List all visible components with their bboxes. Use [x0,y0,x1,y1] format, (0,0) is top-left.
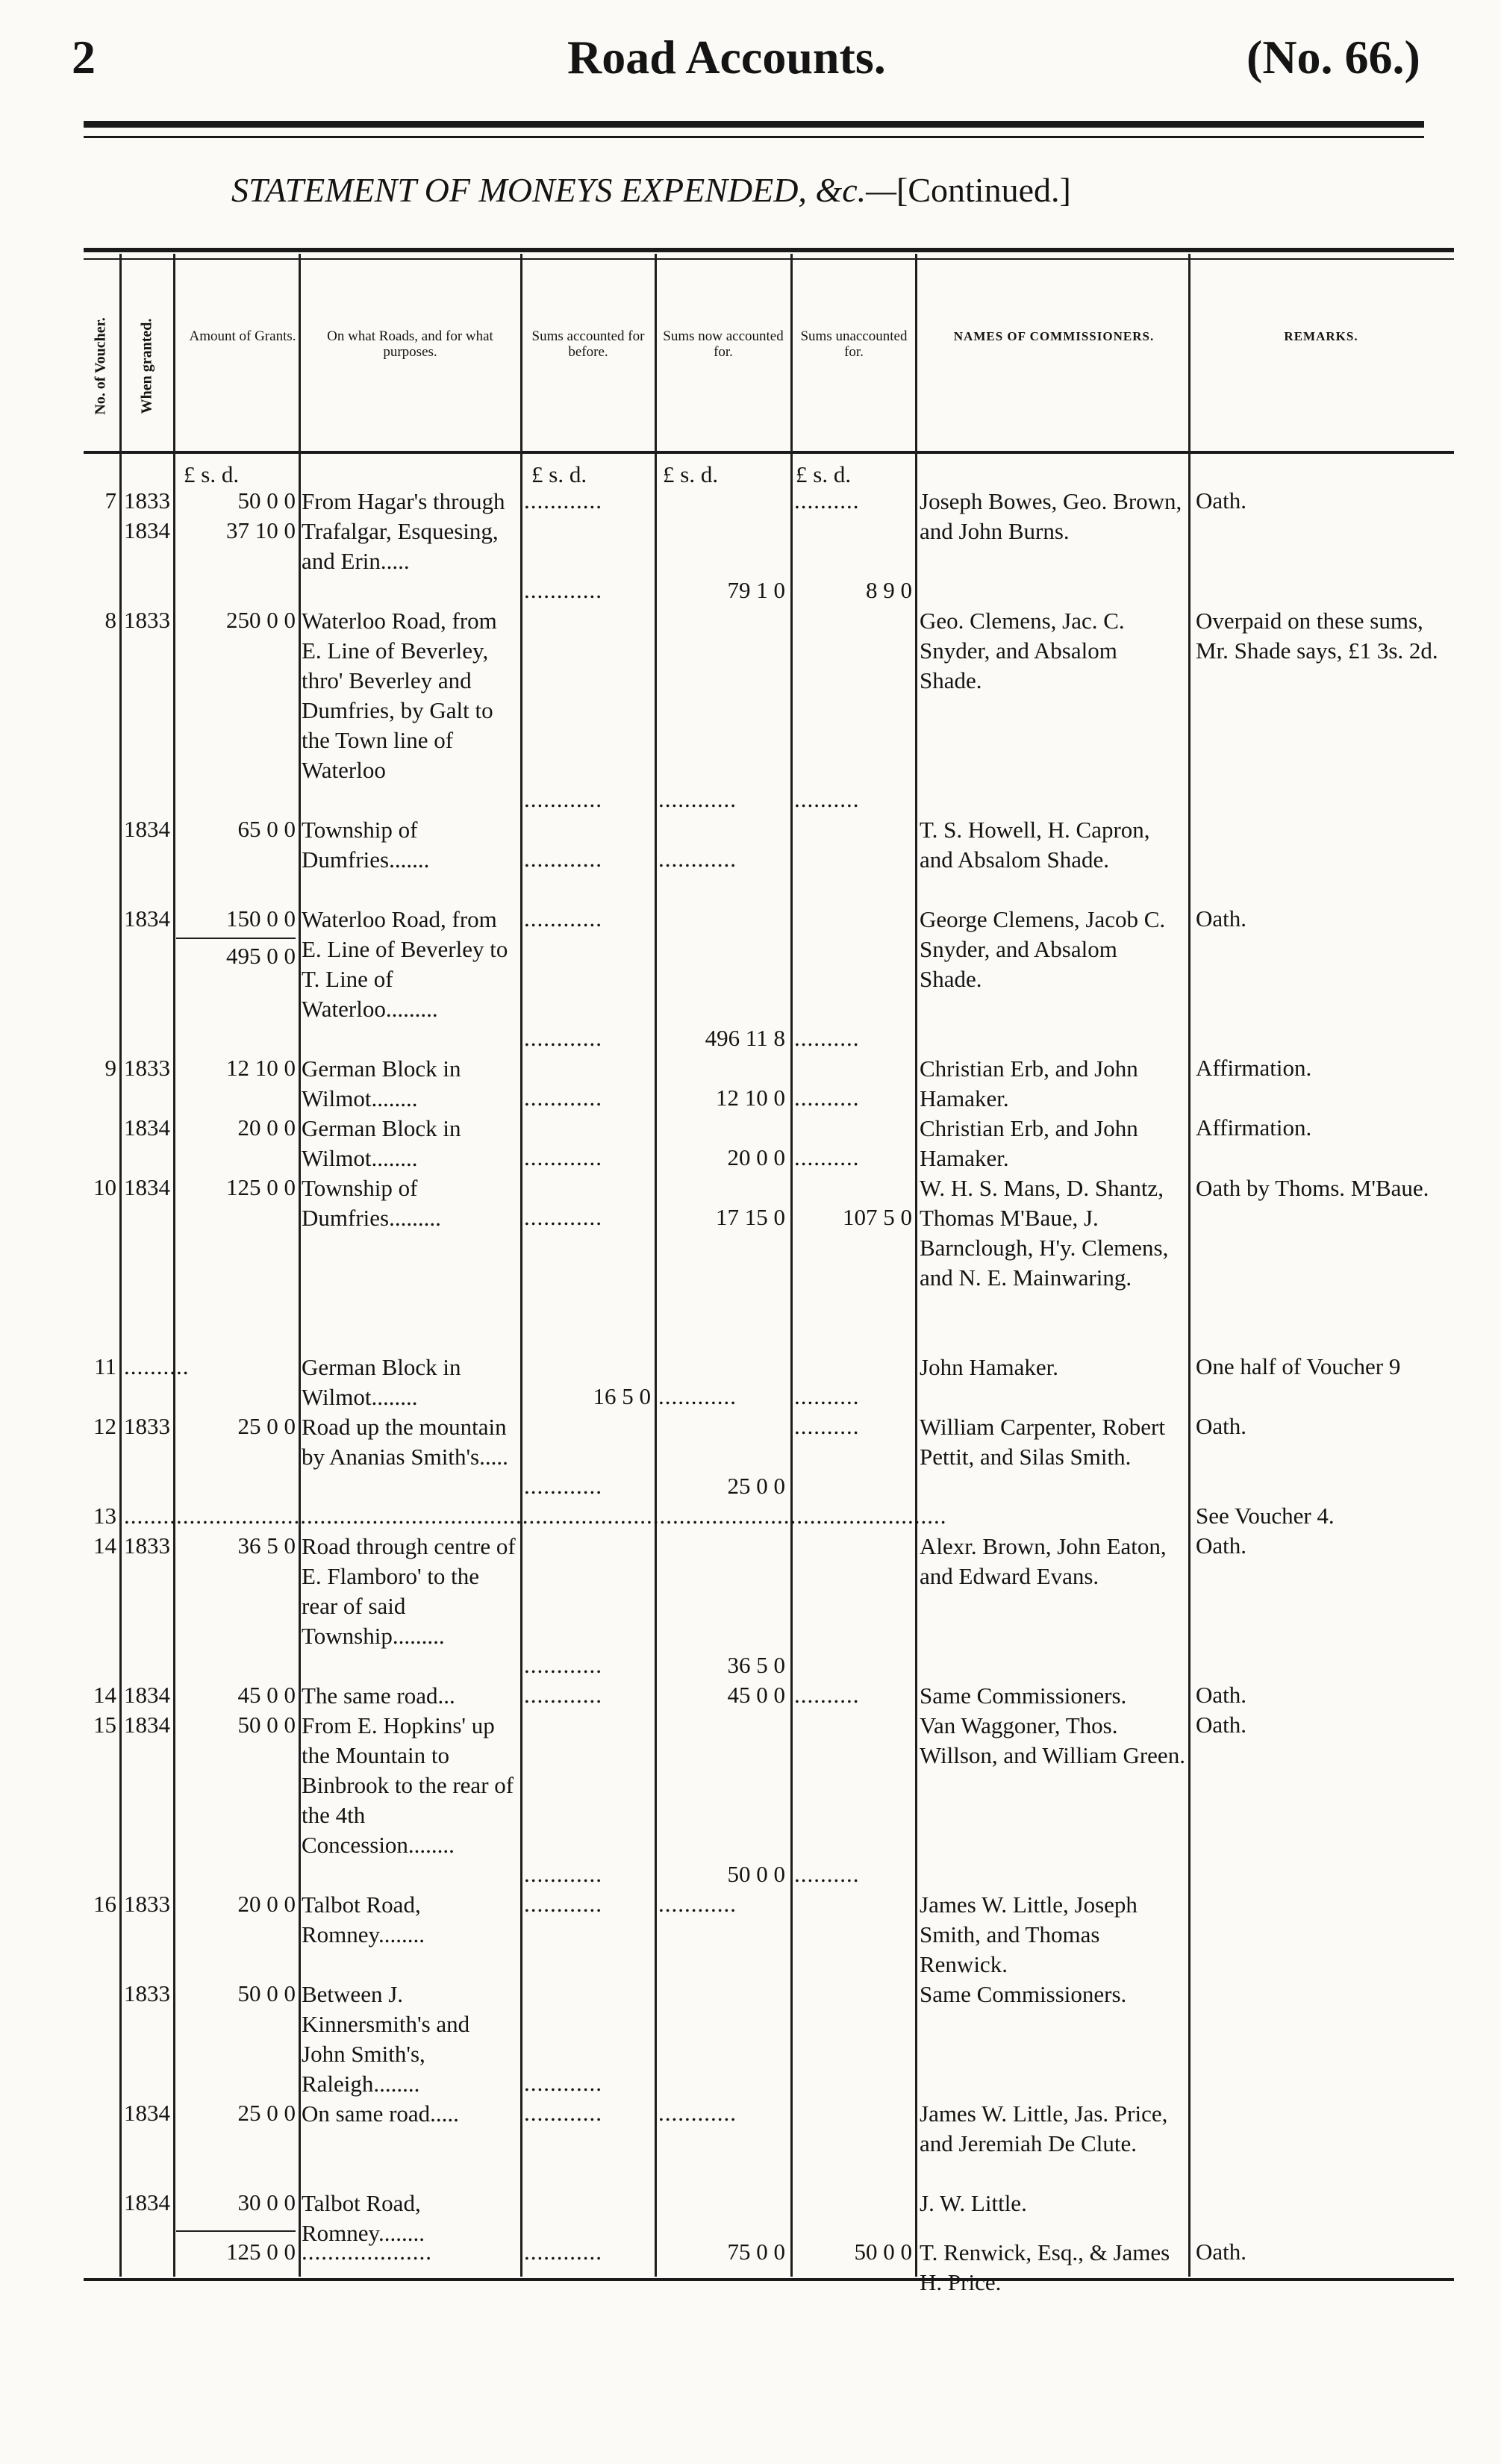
sum-now-accounted: 36 5 0 [727,1652,785,1678]
year-granted: 1834 [124,1174,170,1200]
dotted-leader: ............ [524,1085,602,1111]
sum-now-accounted: 25 0 0 [727,1473,785,1499]
dotted-leader: ............ [524,2100,602,2126]
page-number: 2 [72,31,96,84]
sum-now-accounted: 79 1 0 [727,577,785,603]
unit-amount: £ s. d. [184,461,240,487]
road-description: Road up the mountain by Ananias Smith's..... [302,1414,508,1470]
year-granted: 1834 [124,1712,170,1738]
commissioner-names: Same Commissioners. [920,1682,1127,1709]
dotted-leader: ............ [524,487,602,514]
col-header-before: Sums accounted for before. [531,328,645,360]
grant-amount: 50 0 0 [237,1712,296,1738]
col-header-voucher: No. of Voucher. [92,316,109,415]
dotted-leader: .......... [794,1682,860,1708]
subtotal-rule [176,938,296,939]
dotted-leader: .......... [124,1353,190,1379]
dotted-leader: ............ [524,577,602,603]
dotted-leader: ............ [524,2070,602,2096]
commissioner-names: Alexr. Brown, John Eaton, and Edward Evans. [920,1533,1167,1589]
dotted-leader: ............ [524,905,602,932]
col-divider-4 [520,254,522,2277]
grant-amount: 50 0 0 [237,487,296,514]
dotted-leader: .......... [794,1383,860,1409]
col-header-commissioners: NAMES OF COMMISSIONERS. [953,329,1155,343]
remark: See Voucher 4. [1196,1503,1335,1529]
year-granted: 1833 [124,1532,170,1559]
year-granted: 1834 [124,517,170,543]
voucher-number: 8 [104,607,116,633]
remark: Affirmation. [1196,1055,1312,1081]
remark: Oath. [1196,1532,1247,1559]
dotted-leader: ............ [524,1891,602,1917]
grant-amount: 65 0 0 [237,816,296,842]
grant-amount: 20 0 0 [237,1891,296,1917]
dotted-leader: ............ [524,1144,602,1170]
unit-unaccounted: £ s. d. [796,461,852,487]
sum-now-accounted: 75 0 0 [727,2239,785,2265]
road-description: Talbot Road, Romney........ [302,1891,425,1947]
road-description: Township of Dumfries......... [302,1175,441,1231]
grant-amount: 150 0 0 [226,905,296,932]
commissioner-names: Same Commissioners. [920,1981,1127,2007]
dotted-leader: ............ [524,1204,602,1230]
dotted-leader: ............ [524,846,602,872]
year-granted: 1833 [124,487,170,514]
grant-amount: 20 0 0 [237,1114,296,1141]
dotted-leader: .............................................................................................................................. [124,1503,947,1529]
road-description: The same road... [302,1682,455,1709]
voucher-number: 12 [93,1413,116,1439]
grant-amount-total: 495 0 0 [226,943,296,969]
table-subtitle [231,170,1314,210]
dotted-leader: ............ [524,1025,602,1051]
year-granted: 1833 [124,1891,170,1917]
dotted-leader: ............ [524,1861,602,1887]
road-description: German Block in Wilmot........ [302,1115,461,1171]
year-granted: 1834 [124,2100,170,2126]
commissioner-names: George Clemens, Jacob C. Snyder, and Absalom Shade. [920,906,1166,992]
col-divider-1 [119,254,122,2277]
subtitle-main: STATEMENT OF MONEYS EXPENDED, &c.— [231,171,897,209]
col-header-granted: When granted. [138,318,155,414]
road-description: From E. Hopkins' up the Mountain to Binbrook to the rear of the 4th Concession........ [302,1712,514,1858]
road-description: From Hagar's through Trafalgar, Esquesing, and Erin..... [302,488,505,574]
header-rule-thick [84,121,1424,128]
road-description: Township of Dumfries....... [302,817,430,873]
voucher-number: 11 [94,1353,116,1379]
dotted-leader: ............ [524,786,602,812]
commissioner-names: James W. Little, Jas. Price, and Jeremiah De Clute. [920,2100,1168,2156]
road-description: Waterloo Road, from E. Line of Beverley, thro' Beverley and Dumfries, by Galt to the Town line of Waterloo [302,608,497,783]
table-header-rule [84,451,1454,454]
page-title: Road Accounts. [567,31,886,84]
table-bottom-rule [84,2278,1454,2281]
grant-amount: 125 0 0 [226,1174,296,1200]
col-divider-3 [299,254,301,2277]
sum-now-accounted: 12 10 0 [716,1085,785,1111]
remark: Oath. [1196,1712,1247,1738]
grant-amount: 37 10 0 [226,517,296,543]
commissioner-names: W. H. S. Mans, D. Shantz, Thomas M'Baue, J. Barnclough, H'y. Clemens, and N. E. Mainwaring. [920,1175,1169,1291]
col-divider-6 [790,254,793,2277]
year-granted: 1834 [124,1682,170,1708]
sum-accounted-before: 16 5 0 [593,1383,651,1409]
voucher-number: 14 [93,1682,116,1708]
table-top-rule-thin [84,258,1454,260]
commissioner-names: Christian Erb, and John Hamaker. [920,1115,1138,1171]
remark: Oath. [1196,487,1247,514]
col-divider-8 [1188,254,1190,2277]
commissioner-names: Joseph Bowes, Geo. Brown, and John Burns. [920,488,1182,544]
sum-unaccounted: 50 0 0 [854,2239,912,2265]
dotted-leader: .......... [794,1861,860,1887]
remark: One half of Voucher 9 [1196,1353,1401,1379]
grant-amount: 50 0 0 [237,1980,296,2006]
col-header-unaccounted: Sums unaccounted for. [800,328,908,360]
road-description: Waterloo Road, from E. Line of Beverley to T. Line of Waterloo......... [302,906,508,1022]
dotted-leader: ............ [524,1682,602,1708]
commissioner-names: T. Renwick, Esq., & James H. Price. [920,2239,1170,2295]
dotted-leader: .......... [794,1085,860,1111]
dotted-leader: ............ [658,1383,737,1409]
grant-amount: 36 5 0 [237,1532,296,1559]
dotted-leader: ............ [658,786,737,812]
remark: Oath. [1196,2239,1247,2265]
sum-unaccounted: 8 9 0 [866,577,912,603]
remark: Oath by Thoms. M'Baue. [1196,1175,1429,1201]
col-divider-5 [655,254,657,2277]
dotted-leader: ............ [524,1652,602,1678]
road-description: Talbot Road, Romney........ [302,2190,425,2246]
year-granted: 1834 [124,2189,170,2215]
col-divider-2 [173,254,175,2277]
year-granted: 1833 [124,1413,170,1439]
voucher-number: 10 [93,1174,116,1200]
header-rule-thin [84,136,1424,138]
unit-before: £ s. d. [531,461,587,487]
remark: Oath. [1196,1682,1247,1708]
year-granted: 1833 [124,1980,170,2006]
grant-amount: 25 0 0 [237,1413,296,1439]
grant-amount: 25 0 0 [237,2100,296,2126]
col-header-remarks: REMARKS. [1284,329,1358,343]
col-header-now: Sums now accounted for. [663,328,784,360]
commissioner-names: Geo. Clemens, Jac. C. Snyder, and Absalom Shade. [920,608,1125,693]
road-description: Road through centre of E. Flamboro' to the rear of said Township......... [302,1533,516,1649]
commissioner-names: T. S. Howell, H. Capron, and Absalom Shade. [920,817,1150,873]
remark: Affirmation. [1196,1114,1312,1141]
col-divider-7 [915,254,917,2277]
col-header-roads: On what Roads, and for what purposes. [327,328,493,360]
commissioner-names: Van Waggoner, Thos. Willson, and William Green. [920,1712,1185,1768]
sum-now-accounted: 50 0 0 [727,1861,785,1887]
road-description: German Block in Wilmot........ [302,1055,461,1111]
sum-now-accounted: 45 0 0 [727,1682,785,1708]
voucher-number: 14 [93,1532,116,1559]
dotted-leader: ............ [658,846,737,872]
grant-amount: 30 0 0 [237,2189,296,2215]
commissioner-names: William Carpenter, Robert Pettit, and Silas Smith. [920,1414,1165,1470]
year-granted: 1834 [124,1114,170,1141]
dotted-leader: .......... [794,786,860,812]
commissioner-names: Christian Erb, and John Hamaker. [920,1055,1138,1111]
voucher-number: 15 [93,1712,116,1738]
dotted-leader: ............ [524,2239,602,2265]
dotted-leader: .................... [302,2239,432,2265]
commissioner-names: John Hamaker. [920,1354,1058,1380]
commissioner-names: James W. Little, Joseph Smith, and Thomas Renwick. [920,1891,1138,1977]
dotted-leader: .......... [794,1413,860,1439]
sum-now-accounted: 496 11 8 [705,1025,785,1051]
subtotal-rule [176,2230,296,2232]
unit-now: £ s. d. [663,461,719,487]
voucher-number: 7 [104,487,116,514]
sum-now-accounted: 20 0 0 [727,1144,785,1170]
dotted-leader: ............ [524,1473,602,1499]
grant-amount: 250 0 0 [226,607,296,633]
dotted-leader: ............ [658,1891,737,1917]
document-number: (No. 66.) [1246,31,1420,84]
year-granted: 1833 [124,1055,170,1081]
year-granted: 1834 [124,905,170,932]
grant-amount: 45 0 0 [237,1682,296,1708]
subtitle-continued: [Continued.] [896,171,1071,209]
dotted-leader: .......... [794,1144,860,1170]
commissioner-names: J. W. Little. [920,2190,1027,2216]
dotted-leader: ............ [658,2100,737,2126]
year-granted: 1833 [124,607,170,633]
remark: Overpaid on these sums, Mr. Shade says, £1 3s. 2d. [1196,608,1438,664]
remark: Oath. [1196,1413,1247,1439]
road-description: On same road..... [302,2100,459,2127]
col-header-amount: Amount of Grants. [189,328,296,344]
table-top-rule-thick [84,248,1454,252]
voucher-number: 9 [104,1055,116,1081]
grant-amount: 12 10 0 [226,1055,296,1081]
voucher-number: 16 [93,1891,116,1917]
grant-amount-total: 125 0 0 [226,2239,296,2265]
year-granted: 1834 [124,816,170,842]
road-description: Between J. Kinnersmith's and John Smith's, Raleigh........ [302,1981,470,2097]
remark: Oath. [1196,905,1247,932]
road-description: German Block in Wilmot........ [302,1354,461,1410]
sum-now-accounted: 17 15 0 [716,1204,785,1230]
dotted-leader: .......... [794,487,860,514]
voucher-number: 13 [93,1503,116,1529]
dotted-leader: .......... [794,1025,860,1051]
sum-unaccounted: 107 5 0 [843,1204,912,1230]
